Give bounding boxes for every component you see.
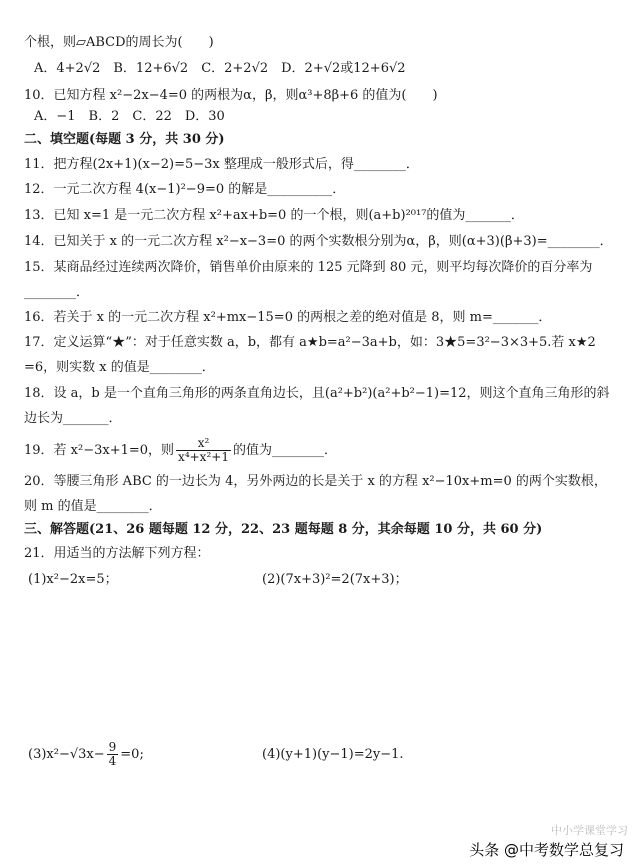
q21-part4: (4)(y+1)(y−1)=2y−1. bbox=[262, 747, 404, 762]
q15-line2: ________． bbox=[24, 285, 90, 300]
q21-stem: 21．用适当的方法解下列方程： bbox=[24, 546, 210, 561]
q17-line2: =6，则实数 x 的值是________． bbox=[24, 360, 215, 375]
q10-stem: 10．已知方程 x²−2x−4=0 的两根为α，β，则α³+8β+6 的值为( ) bbox=[24, 88, 438, 103]
q21-part3-pre: (3)x²−√3x− bbox=[28, 747, 105, 762]
section-solve-heading: 三、解答题(21、26 题每题 12 分，22、23 题每题 8 分，其余每题 10 分，共 60 分) bbox=[24, 522, 543, 537]
q14: 14．已知关于 x 的一元二次方程 x²−x−3=0 的两个实数根分别为α，β，则(α+3)(β+3)=________． bbox=[24, 234, 613, 249]
q12: 12．一元二次方程 4(x−1)²−9=0 的解是__________． bbox=[24, 182, 346, 197]
watermark-toutiao: 头条 @中考数学总复习 bbox=[469, 841, 624, 859]
q18-line1: 18．设 a，b 是一个直角三角形的两条直角边长，且(a²+b²)(a²+b²−1)=12，则这个直角三角形的斜 bbox=[24, 386, 610, 401]
watermark-faded: 中小学课堂学习 bbox=[551, 824, 628, 837]
section-fill-in-heading: 二、填空题(每题 3 分，共 30 分) bbox=[24, 132, 225, 147]
q17-line1: 17．定义运算“★”：对于任意实数 a，b，都有 a★b=a²−3a+b，如：3★5=3²−3×3+5.若 x★2 bbox=[24, 335, 596, 350]
q21-part3-post: =0; bbox=[120, 747, 144, 762]
q19-numerator: x² bbox=[176, 437, 231, 451]
q15-line1: 15．某商品经过连续两次降价，销售单价由原来的 125 元降到 80 元，则平均每次降价的百分率为 bbox=[24, 260, 593, 275]
q19-post: 的值为________． bbox=[232, 443, 337, 458]
q11: 11．把方程(2x+1)(x−2)=5−3x 整理成一般形式后，得________． bbox=[24, 157, 419, 172]
q19-fraction bbox=[176, 437, 231, 464]
q16: 16．若关于 x 的一元二次方程 x²+mx−15=0 的两根之差的绝对值是 8，则 m=_______． bbox=[24, 310, 552, 325]
q19 bbox=[24, 436, 622, 466]
q13: 13．已知 x=1 是一元二次方程 x²+ax+b=0 的一个根，则(a+b)²⁰¹⁷的值为_______． bbox=[24, 208, 524, 223]
q20-line2: 则 m 的值是________． bbox=[24, 499, 162, 514]
q20-line1: 20．等腰三角形 ABC 的一边长为 4，另外两边的长是关于 x 的方程 x²−10x+m=0 的两个实数根， bbox=[24, 474, 607, 489]
q21-part3-fraction bbox=[107, 741, 119, 768]
q18-line2: 边长为_______． bbox=[24, 411, 122, 426]
q19-denominator: x⁴+x²+1 bbox=[178, 450, 229, 464]
q21-part3-numerator: 9 bbox=[108, 740, 117, 754]
q10-options: A．−1 B．2 C．22 D．30 bbox=[34, 109, 225, 124]
q19-pre: 19．若 x²−3x+1=0，则 bbox=[24, 443, 175, 458]
q9-options: A．4+2√2 B．12+6√2 C．2+2√2 D．2+√2或12+6√2 bbox=[34, 61, 406, 76]
q21-part1: (1)x²−2x=5； bbox=[28, 572, 118, 587]
q21-part2: (2)(7x+3)²=2(7x+3)； bbox=[262, 572, 408, 587]
q9-stem-continued: 个根，则▱ABCD的周长为( ) bbox=[24, 35, 214, 50]
q21-part3 bbox=[28, 740, 144, 770]
q21-part3-denominator: 4 bbox=[108, 754, 117, 768]
